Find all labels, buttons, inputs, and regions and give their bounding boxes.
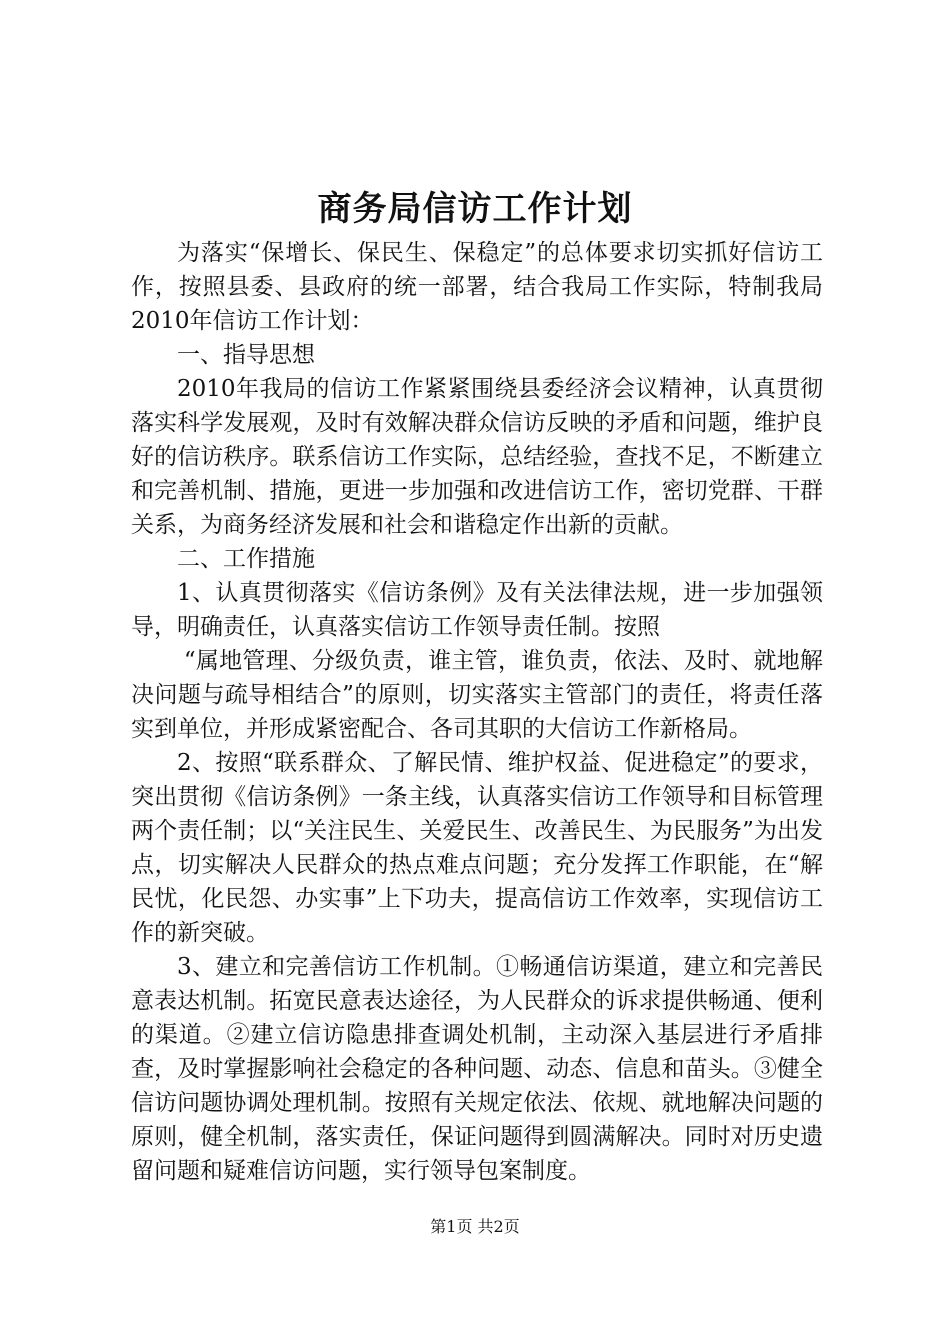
paragraph-measure-2: 2、按照“联系群众、了解民情、维护权益、促进稳定”的要求，突出贯彻《信访条例》一条主线，认真落实信访工作领导和目标管理两个责任制；以“关注民生、关爱民生、改善民生、为民服务”为出发点，切实解决人民群众的热点难点问题；充分发挥工作职能，在“解民忧，化民怨、办实事”上下功夫，提高信访工作效率，实现信访工作的新突破。: [131, 750, 823, 946]
section-heading-guiding-ideology: 一、指导思想: [177, 342, 315, 368]
paragraph-measure-3: 3、建立和完善信访工作机制。①畅通信访渠道，建立和完善民意表达机制。拓宽民意表达途径，为人民群众的诉求提供畅通、便利的渠道。②建立信访隐患排查调处机制，主动深入基层进行矛盾排查，及时掌握影响社会稳定的各种问题、动态、信息和苗头。③健全信访问题协调处理机制。按照有关规定依法、依规、就地解决问题的原则，健全机制，落实责任，保证问题得到圆满解决。同时对历史遗留问题和疑难信访问题，实行领导包案制度。: [131, 954, 823, 1184]
paragraph-measure-1: 1、认真贯彻落实《信访条例》及有关法律法规，进一步加强领导，明确责任，认真落实信访工作领导责任制。按照: [131, 580, 823, 640]
section-heading-work-measures: 二、工作措施: [177, 546, 315, 572]
paragraph-measure-1-continued: “属地管理、分级负责，谁主管，谁负责，依法、及时、就地解决问题与疏导相结合”的原则，切实落实主管部门的责任，将责任落实到单位，并形成紧密配合、各司其职的大信访工作新格局。: [131, 648, 823, 742]
page-footer: 第1页 共2页: [430, 1217, 520, 1236]
paragraph-guiding-ideology: 2010年我局的信访工作紧紧围绕县委经济会议精神，认真贯彻落实科学发展观，及时有效解决群众信访反映的矛盾和问题，维护良好的信访秩序。联系信访工作实际，总结经验，查找不足，不断建立和完善机制、措施，更进一步加强和改进信访工作，密切党群、干群关系，为商务经济发展和社会和谐稳定作出新的贡献。: [131, 376, 823, 538]
document-body: [131, 236, 823, 1188]
document-title: 商务局信访工作计划: [317, 189, 633, 229]
paragraph-intro: 为落实“保增长、保民生、保稳定”的总体要求切实抓好信访工作，按照县委、县政府的统一部署，结合我局工作实际，特制我局2010年信访工作计划：: [131, 240, 823, 334]
